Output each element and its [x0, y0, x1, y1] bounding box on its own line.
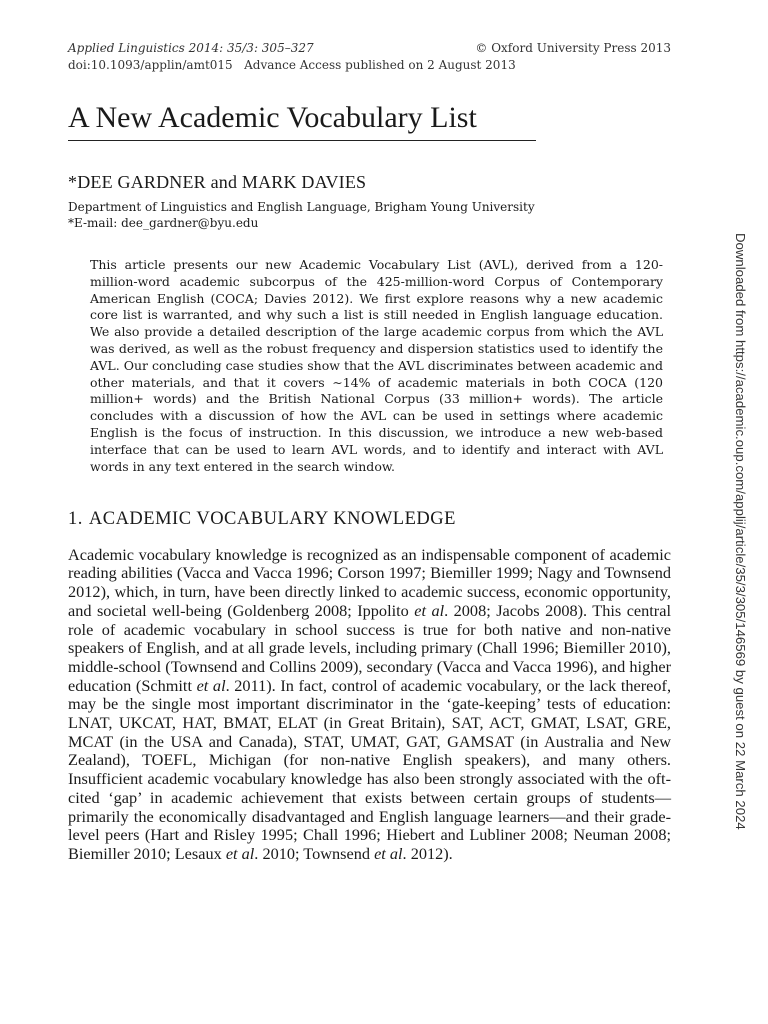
- section-heading: [68, 508, 671, 530]
- author-list: *DEE GARDNER and MARK DAVIES: [68, 172, 367, 192]
- article-page: [68, 40, 671, 880]
- body-text-segment: . 2012).: [402, 843, 453, 863]
- body-text-italic: et al: [225, 843, 255, 863]
- email-contact: *E-mail: dee_gardner@byu.edu: [68, 216, 259, 230]
- doi-line: doi:10.1093/applin/amt015 Advance Access published on 2 August 2013: [68, 58, 516, 72]
- download-watermark: Downloaded from https://academic.oup.com/applij/article/35/3/305/146569 by guest on 22 March 2024: [733, 233, 748, 830]
- article-title: A New Academic Vocabulary List: [68, 100, 536, 141]
- affiliation: Department of Linguistics and English Language, Brigham Young University: [68, 200, 535, 214]
- body-text-segment: . 2008; Jacobs 2008). This central role of academic vocabulary in school success is true for both native and non-native speakers of English, and at all grade levels, including primary (Chall 1996; Biemiller 2010), middle-school (Townsend and Collins 2009), secondary (Vacca and Vacca 1996), and higher education (Schmitt: [68, 600, 671, 695]
- section-number: 1.: [68, 509, 83, 530]
- journal-citation: Applied Linguistics 2014: 35/3: 305–327: [68, 41, 314, 55]
- body-text-segment: . 2011). In fact, control of academic vocabulary, or the lack thereof, may be the single most important discriminator in the ‘gate-keeping’ tests of education: LNAT, UKCAT, HAT, BMAT, ELAT (in Great Britain), SAT, ACT, GMAT, LSAT, GRE, MCAT (in the USA and Canada), STAT, UMAT, GAT, GAMSAT (in Australia and New Zealand), TOEFL, Michigan (for non-native English speakers), and many others. Insufficient academic vocabulary knowledge has also been strongly associated with the oft-cited ‘gap’ in academic achievement that exists between certain groups of students—primarily the economically disadvantaged and English language learners—and their grade-level peers (Hart and Risley 1995; Chall 1996; Hiebert and Lubliner 2008; Neuman 2008; Biemiller 2010; Lesaux: [68, 675, 672, 863]
- body-text-segment: Academic vocabulary knowledge is recognized as an indispensable component of academic reading abilities (Vacca and Vacca 1996; Corson 1997; Biemiller 1999; Nagy and Townsend 2012), which, in turn, have been directly linked to academic success, economic opportunity, and societal well-being (Goldenberg 2008; Ippolito: [68, 544, 671, 620]
- section-title: ACADEMIC VOCABULARY KNOWLEDGE: [88, 509, 456, 530]
- body-text-italic: et al: [196, 675, 226, 695]
- body-text-italic: et al: [414, 600, 445, 620]
- body-text-italic: et al: [374, 843, 403, 863]
- abstract: This article presents our new Academic Vocabulary List (AVL), derived from a 120-million-word academic subcorpus of the 425-million-word Corpus of Contemporary American English (COCA; Davies 2012). We first explore reasons why a new academic core list is warranted, and why such a list is still needed in English language education. We also provide a detailed description of the large academic corpus from which the AVL was derived, as well as the robust frequency and dispersion statistics used to identify the AVL. Our concluding case studies show that the AVL discriminates between academic and other materials, and that it covers ∼14% of academic materials in both COCA (120 million+ words) and the British National Corpus (33 million+ words). The article concludes with a discussion of how the AVL can be used in settings where academic English is the focus of instruction. In this discussion, we introduce a new web-based interface that can be used to learn AVL words, and to identify and interact with AVL words in any text entered in the search window.: [90, 257, 663, 474]
- body-text-segment: . 2010; Townsend: [254, 843, 375, 863]
- copyright-notice: © Oxford University Press 2013: [475, 41, 671, 55]
- body-paragraph: [68, 546, 671, 864]
- journal-header: [68, 40, 671, 57]
